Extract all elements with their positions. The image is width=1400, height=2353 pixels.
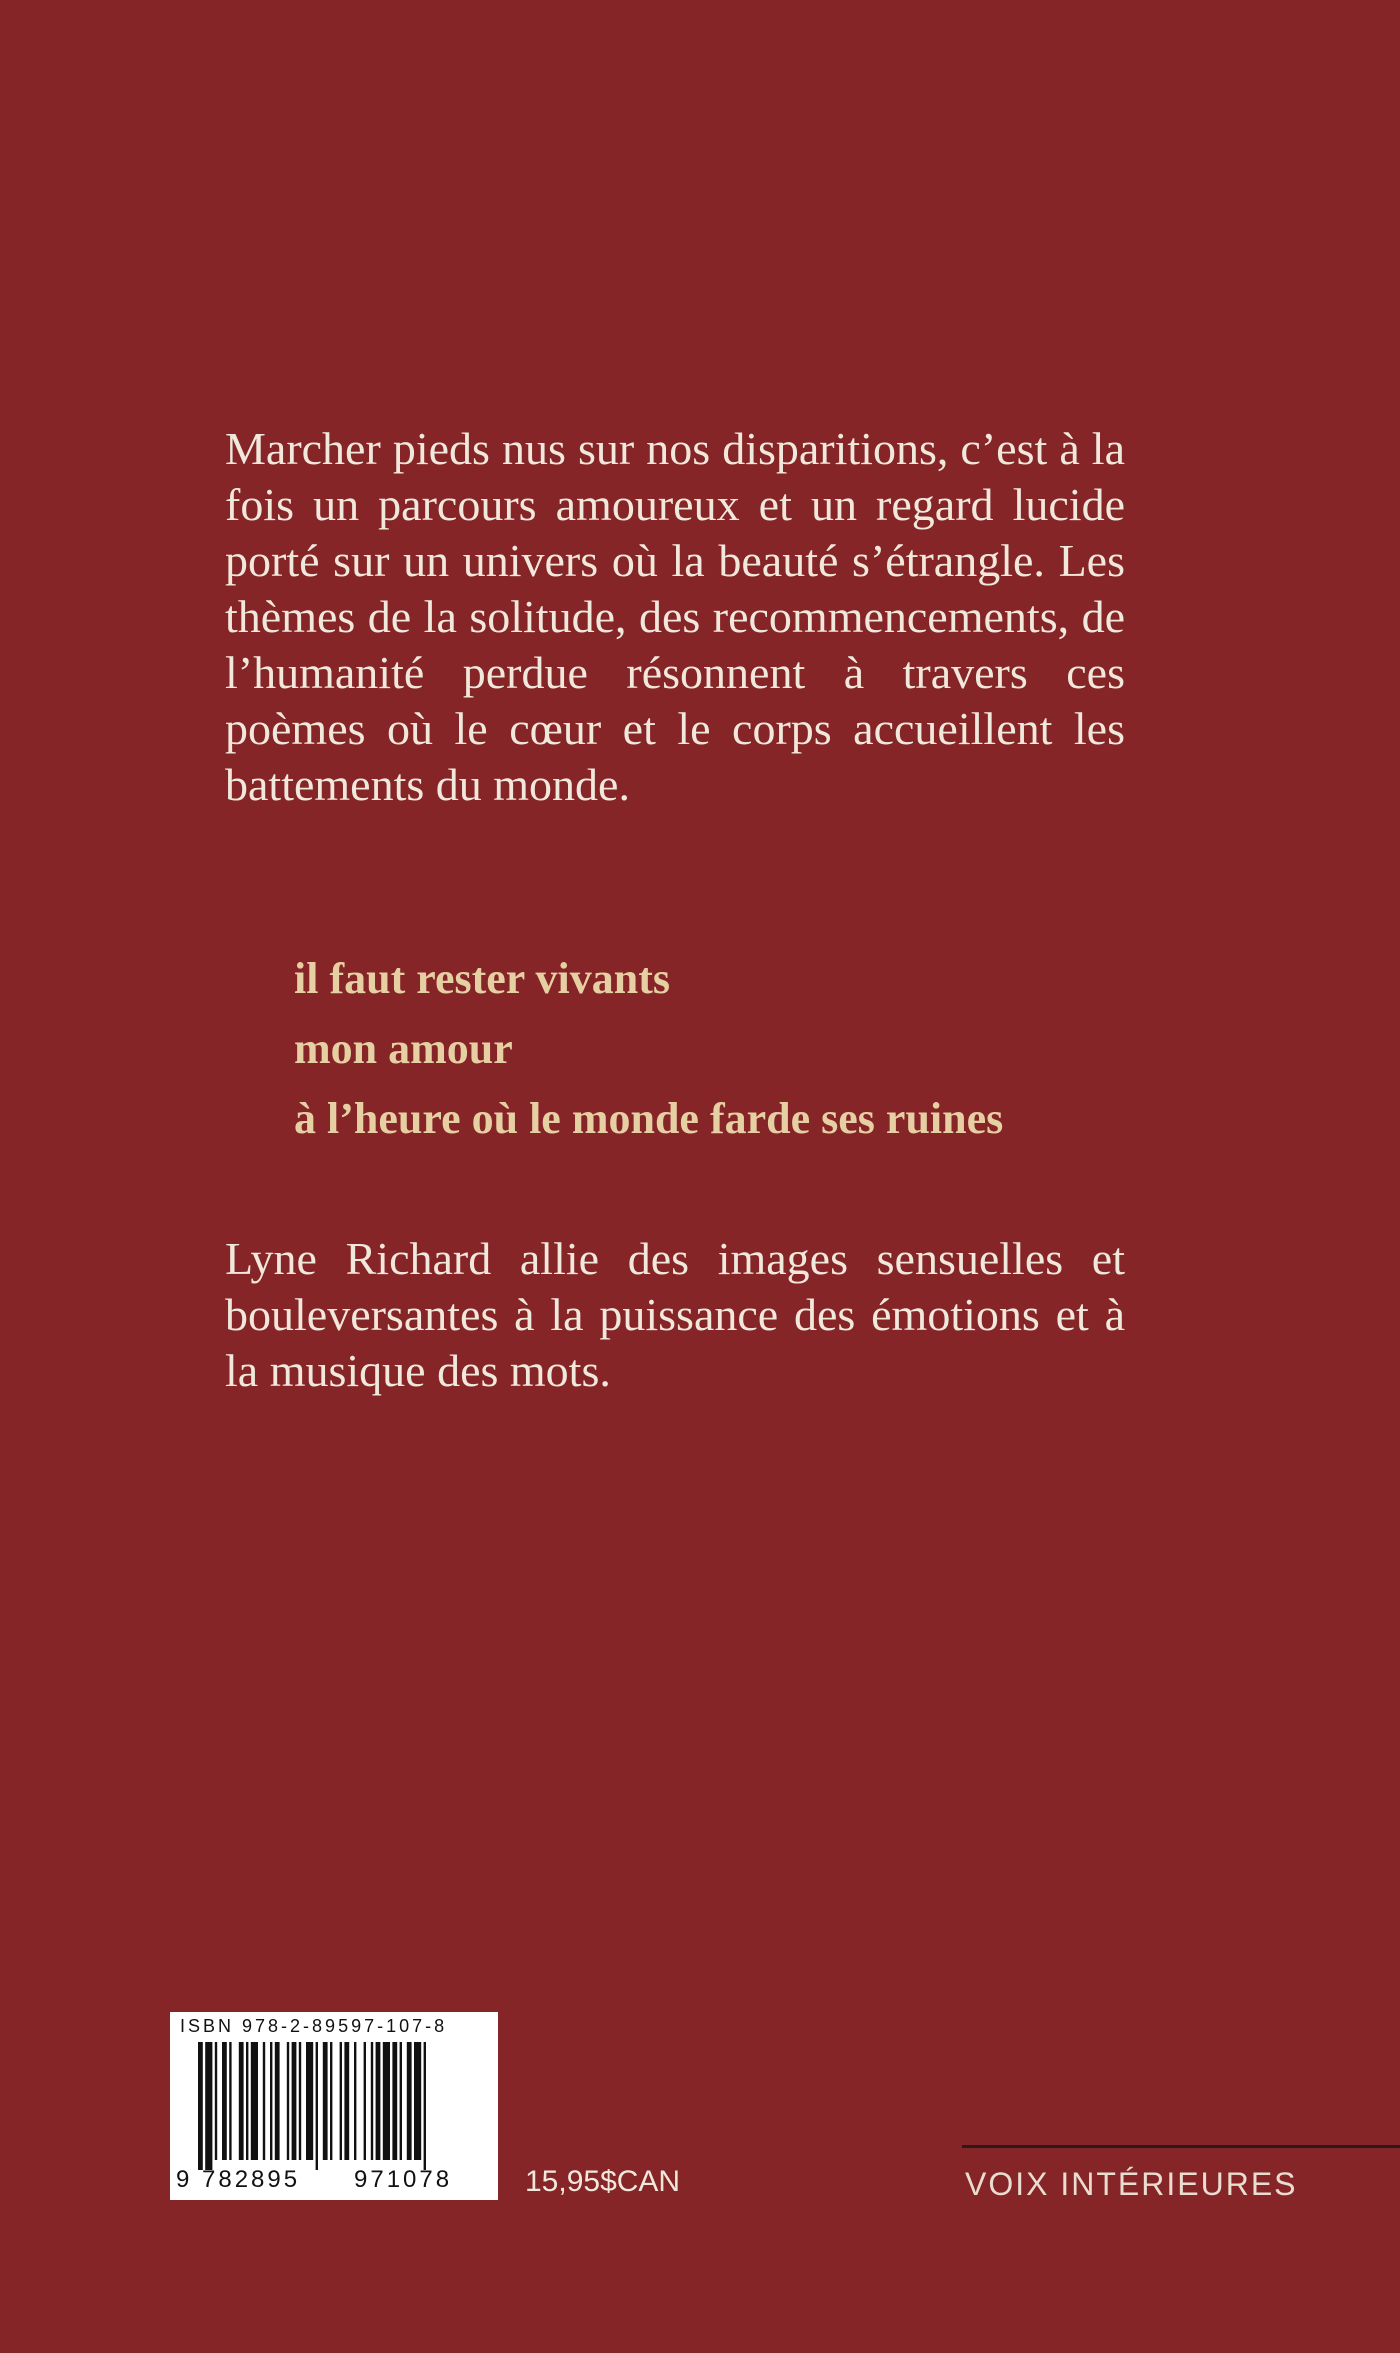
verse-line: mon amour (294, 1024, 513, 1073)
barcode-bar (198, 2042, 203, 2170)
barcode-bar (299, 2042, 301, 2160)
description-paragraph: Marcher pieds nus sur nos disparitions, c’est à la fois un parcours amoureux et un regard lucide porté sur un univers où la beauté s’étrangle. Les thèmes de la solitude, des recommencements, de l’humanité perdue résonnent à travers ces poèmes où le cœur et le corps accueillent les battements du monde. (225, 423, 1125, 810)
barcode-bar (292, 2042, 297, 2160)
barcode-bar (330, 2042, 332, 2160)
verse-excerpt (294, 944, 1154, 1154)
barcode-bar (246, 2042, 248, 2160)
barcode-bar (323, 2042, 328, 2160)
barcode-bar (400, 2042, 402, 2160)
barcode-bar (344, 2042, 349, 2160)
barcode-bar (383, 2042, 390, 2160)
barcode-bar (205, 2042, 212, 2170)
barcode-bar (424, 2042, 426, 2170)
barcode-bar (316, 2042, 318, 2170)
barcode-bar (239, 2042, 244, 2160)
barcode-bar (287, 2042, 289, 2160)
barcode-bar (229, 2042, 231, 2160)
barcode-bar (306, 2042, 313, 2160)
barcode-bar (392, 2042, 397, 2160)
verse-line: il faut rester vivants (294, 954, 670, 1003)
barcode-bar (371, 2042, 373, 2160)
barcode-bar (263, 2042, 265, 2160)
barcode-bar (270, 2042, 272, 2160)
collection-divider (962, 2145, 1400, 2148)
barcode-bar (376, 2042, 381, 2160)
collection-name: VOIX INTÉRIEURES (965, 2166, 1298, 2202)
barcode-bar (407, 2042, 412, 2160)
verse-line: à l’heure où le monde farde ses ruines (294, 1094, 1004, 1143)
barcode-bar (364, 2042, 366, 2160)
isbn-label: ISBN 978-2-89597-107-8 (180, 2016, 448, 2036)
barcode-bar (215, 2042, 217, 2160)
price-label: 15,95$CAN (525, 2165, 681, 2198)
barcode-bar (340, 2042, 342, 2160)
ean-first-digit: 9 (176, 2166, 190, 2193)
barcode-bar (414, 2042, 421, 2160)
barcode-icon (170, 2042, 498, 2170)
barcode-block (170, 2012, 498, 2200)
barcode-bar (251, 2042, 258, 2160)
ean-left-group: 782895 (202, 2166, 301, 2193)
barcode-bar (275, 2042, 280, 2160)
ean-right-group: 971078 (354, 2166, 453, 2193)
ean-digits (170, 2166, 498, 2196)
barcode-bar (354, 2042, 356, 2160)
barcode-bar (222, 2042, 227, 2160)
author-paragraph: Lyne Richard allie des images sensuelles et bouleversantes à la puissance des émotions et à la musique des mots. (225, 1233, 1125, 1396)
